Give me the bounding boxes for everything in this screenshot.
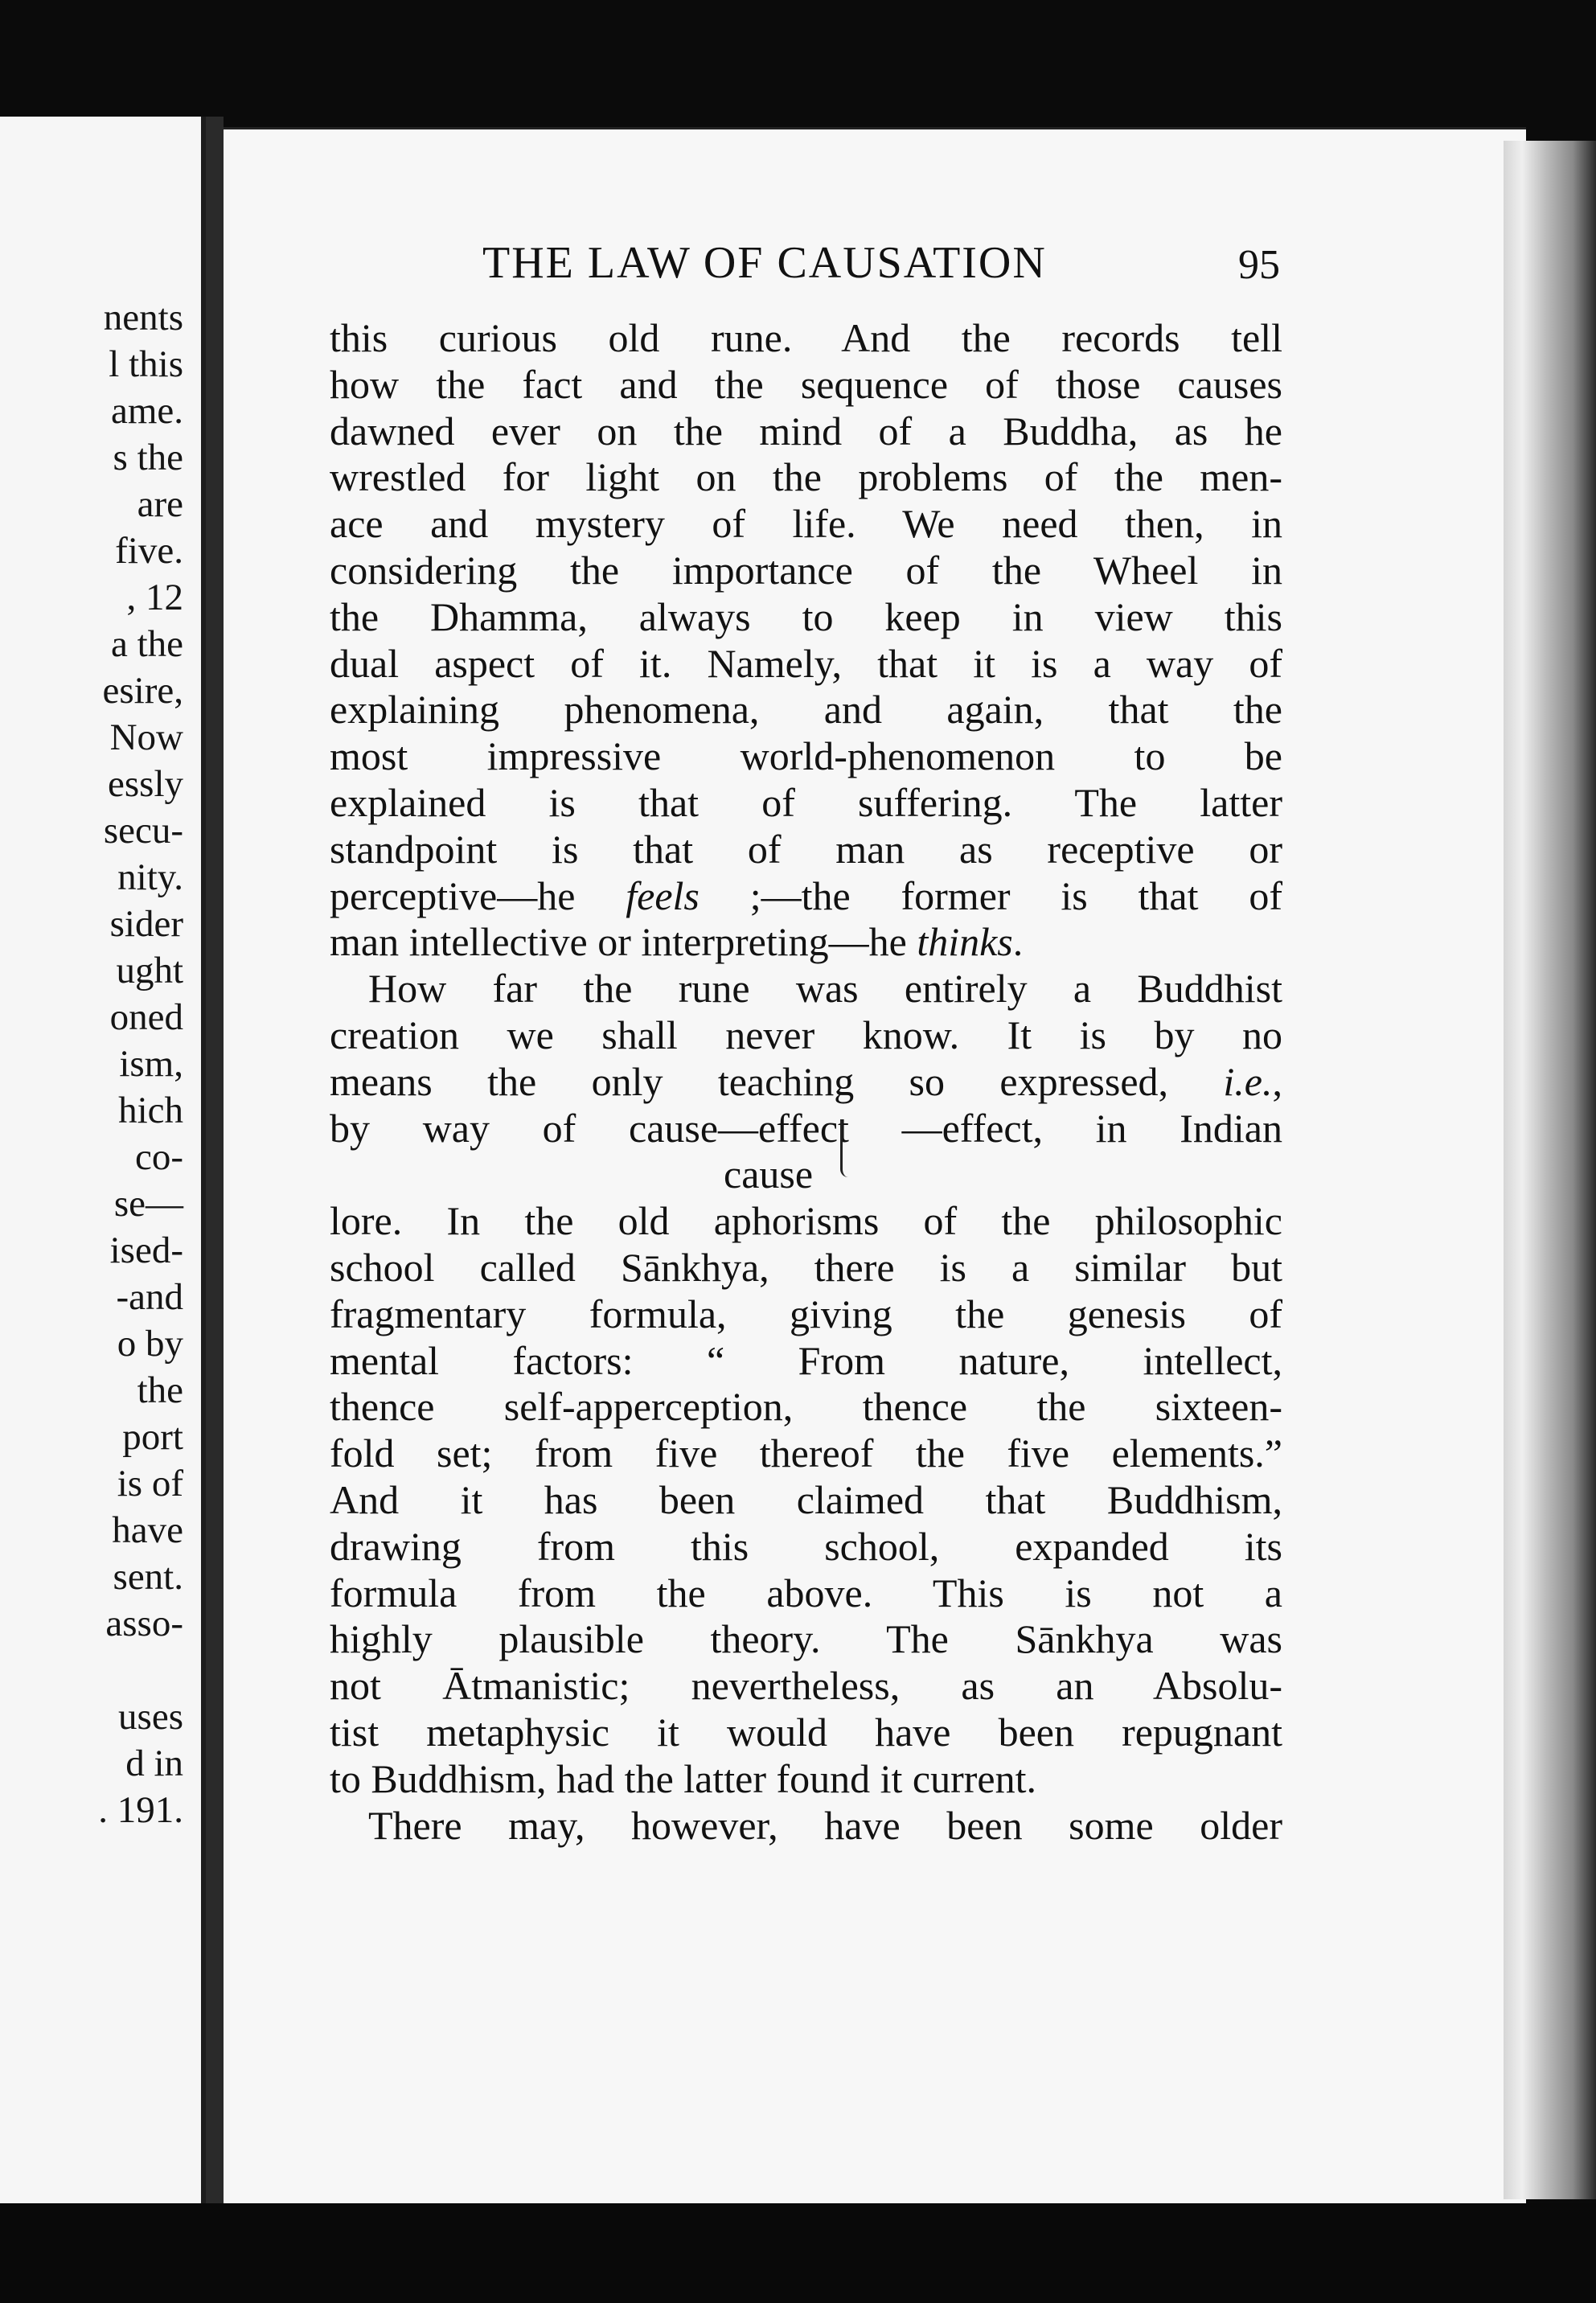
left-page-line: have	[112, 1509, 183, 1551]
left-page-line: o by	[117, 1323, 183, 1365]
text-line: tist metaphysic it would have been repugnant	[330, 1709, 1282, 1755]
left-page-line: asso-	[105, 1603, 183, 1644]
left-page-line: s the	[113, 437, 183, 478]
text-line: formula from the above. This is not a	[330, 1570, 1282, 1615]
left-page-line: is of	[117, 1463, 183, 1505]
text-line-cause: cause	[724, 1152, 814, 1197]
scan-background-bottom	[0, 2203, 1596, 2303]
left-page-line: sent.	[113, 1556, 183, 1598]
left-page-line: esire,	[102, 670, 183, 712]
left-page-line: nity.	[117, 856, 183, 898]
text-line: perceptive—he feels ;—the former is that of	[330, 872, 1282, 918]
page-edge	[1504, 141, 1596, 2199]
left-page-line: a the	[110, 623, 183, 665]
left-page-line: are	[137, 483, 183, 525]
left-page-line: ised-	[109, 1229, 183, 1271]
text-line: drawing from this school, expanded its	[330, 1523, 1282, 1569]
left-page-line: ught	[116, 950, 183, 991]
text-line: ace and mystery of life. We need then, in	[330, 501, 1282, 547]
left-page-line: se—	[113, 1183, 183, 1225]
left-page-line: five.	[115, 530, 183, 572]
left-page-line: port	[122, 1416, 183, 1458]
text-line: wrestled for light on the problems of the men-	[330, 454, 1282, 500]
text-line: lore. In the old aphorisms of the philosophic	[330, 1198, 1282, 1244]
left-page-line: essly	[108, 763, 183, 805]
text-line: dawned ever on the mind of a Buddha, as he	[330, 408, 1282, 454]
text-line: how the fact and the sequence of those causes	[330, 361, 1282, 407]
text-line: fragmentary formula, giving the genesis of	[330, 1291, 1282, 1336]
left-page-line: uses	[118, 1696, 183, 1738]
left-page-line: , 12	[126, 577, 183, 618]
text-line: man intellective or interpreting—he thinks.	[330, 919, 1024, 965]
left-page-line: co-	[134, 1136, 183, 1178]
text-line: to Buddhism, had the latter found it current.	[330, 1755, 1036, 1801]
text-line: mental factors: “ From nature, intellect,	[330, 1337, 1282, 1383]
text-line: highly plausible theory. The Sānkhya was	[330, 1616, 1282, 1662]
book-gutter	[206, 117, 224, 2223]
text-line: school called Sānkhya, there is a similar but	[330, 1244, 1282, 1290]
left-page-line: secu-	[103, 810, 183, 852]
text-line: considering the importance of the Wheel in	[330, 547, 1282, 593]
page-number: 95	[1238, 242, 1280, 288]
text-line: dual aspect of it. Namely, that it is a way of	[330, 640, 1282, 686]
text-line: means the only teaching so expressed, i.e.,	[330, 1058, 1282, 1104]
text-line: creation we shall never know. It is by no	[330, 1012, 1282, 1057]
brace-mark	[840, 1119, 855, 1177]
text-line: by way of cause—effect —effect, in Indian	[330, 1105, 1282, 1151]
text-line: thence self-apperception, thence the sixteen-	[330, 1384, 1282, 1430]
text-line: There may, however, have been some older	[368, 1802, 1282, 1848]
left-page-line: . 191.	[98, 1789, 183, 1831]
text-line: this curious old rune. And the records tell	[330, 315, 1282, 360]
left-page-line: hich	[118, 1090, 183, 1131]
text-line: explained is that of suffering. The latter	[330, 779, 1282, 825]
text-line: How far the rune was entirely a Buddhist	[368, 966, 1282, 1012]
text-line: fold set; from five thereof the five elements.”	[330, 1431, 1282, 1476]
left-page-line: -and	[116, 1276, 183, 1318]
text-line: And it has been claimed that Buddhism,	[330, 1476, 1282, 1522]
text-line: most impressive world-phenomenon to be	[330, 733, 1282, 779]
text-line: the Dhamma, always to keep in view this	[330, 593, 1282, 639]
left-page-line: oned	[109, 996, 183, 1038]
left-page-line: nents	[103, 297, 183, 339]
text-line: explaining phenomena, and again, that the	[330, 687, 1282, 733]
left-page-line: d in	[125, 1743, 183, 1784]
left-page-line: the	[137, 1369, 183, 1411]
left-page	[0, 117, 206, 2223]
body-text	[330, 315, 1282, 1849]
text-line: not Ātmanistic; nevertheless, as an Absolu-	[330, 1663, 1282, 1709]
text-line: standpoint is that of man as receptive or	[330, 826, 1282, 872]
left-page-line: l this	[109, 343, 183, 385]
scan-background-top	[0, 0, 1596, 145]
left-page-line: Now	[109, 716, 183, 758]
left-page-line: ism,	[119, 1043, 183, 1085]
left-page-line: ame.	[110, 390, 183, 432]
left-page-line: sider	[109, 903, 183, 945]
running-title: THE LAW OF CAUSATION	[482, 238, 1047, 288]
